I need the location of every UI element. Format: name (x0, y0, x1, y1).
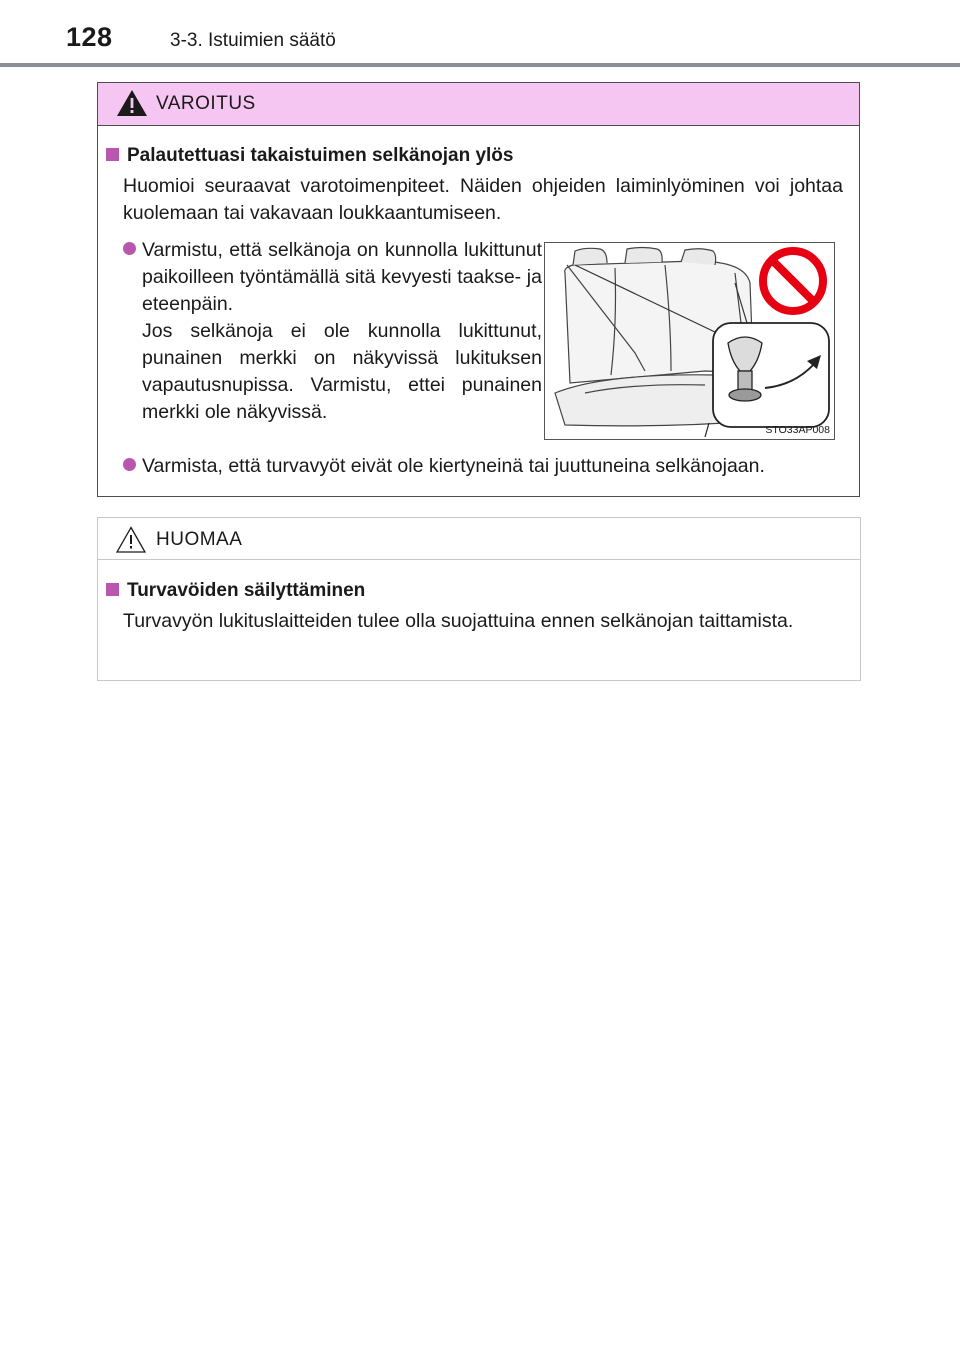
warning-title: VAROITUS (156, 93, 256, 114)
warning-bullet-1: Varmistu, että selkänoja on kunnolla lukittunut paikoilleen työntämällä sitä kevyesti taakse- ja eteenpäin. Jos selkänoja ei ole kunnolla lukittunut, punainen merkki on näkyvissä lukituksen vapautusnupissa. Varmistu, ettei punainen merkki ole näkyvissä. (123, 237, 542, 426)
prohibition-sign-icon (763, 251, 823, 311)
warning-triangle-icon (116, 89, 148, 117)
square-bullet-icon (106, 583, 119, 596)
page-number: 128 (66, 22, 113, 52)
caution-text: Turvavyön lukituslaitteiden tulee olla suojattuina ennen selkänojan taittamista. (123, 610, 794, 632)
caution-title: HUOMAA (156, 529, 243, 550)
circle-bullet-icon (123, 458, 136, 471)
seat-lock-illustration (544, 242, 835, 440)
caution-box (97, 517, 861, 681)
page-header (0, 0, 960, 66)
warning-subheading: Palautettuasi takaistuimen selkänojan ylös (106, 145, 513, 167)
circle-bullet-icon (123, 242, 136, 255)
caution-triangle-icon (116, 526, 146, 553)
caution-header (98, 518, 860, 560)
warning-box (97, 82, 860, 497)
warning-intro: Huomioi seuraavat varotoimenpiteet. Näiden ohjeiden laiminlyöminen voi johtaa kuolemaan tai vakavaan loukkaantumiseen. (123, 175, 843, 224)
caution-subheading: Turvavöiden säilyttäminen (106, 580, 365, 602)
figure-code: STO33AP008 (765, 424, 830, 436)
square-bullet-icon (106, 148, 119, 161)
header-rule (0, 63, 960, 67)
rear-seat-diagram (545, 243, 834, 439)
warning-bullet-2: Varmista, että turvavyöt eivät ole kiertyneinä tai juuttuneina selkänojaan. (123, 453, 872, 480)
warning-header (98, 83, 859, 126)
section-title: 3-3. Istuimien säätö (170, 30, 336, 51)
